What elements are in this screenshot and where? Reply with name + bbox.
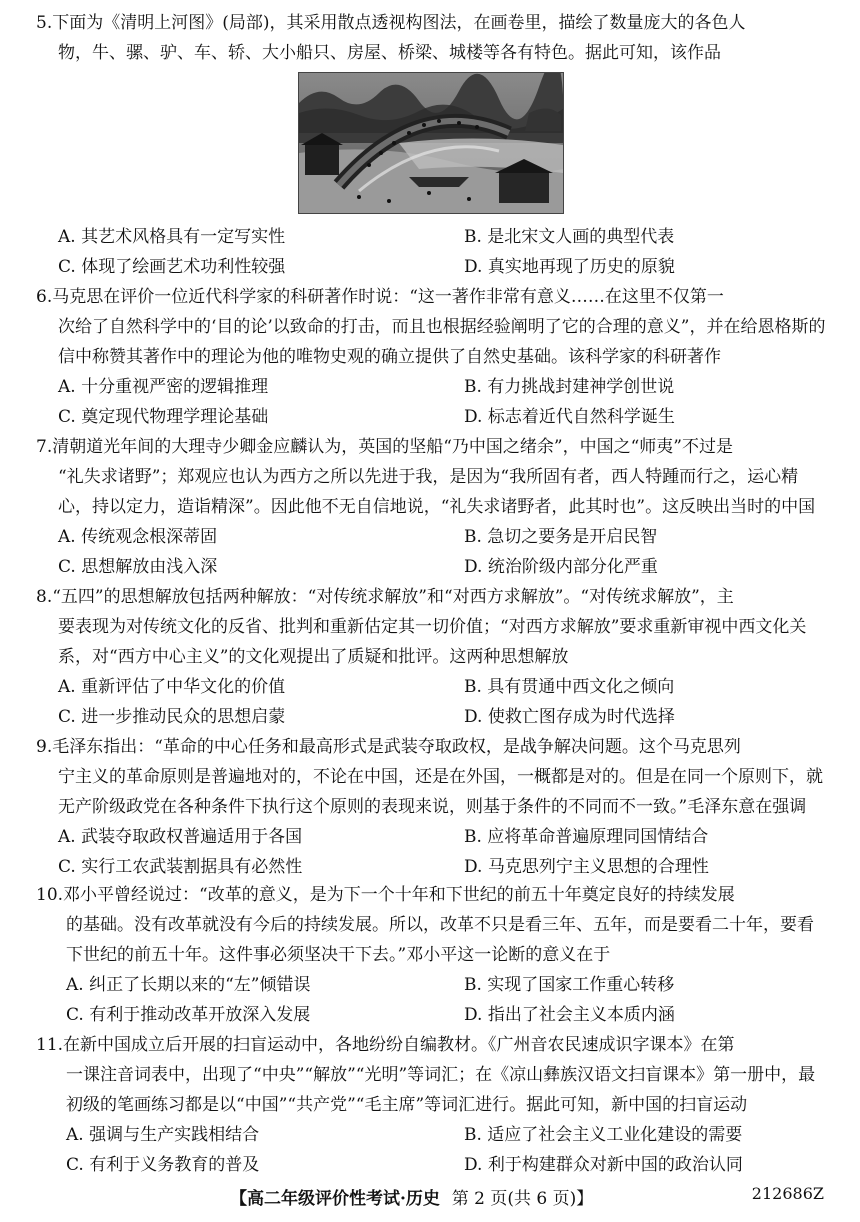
stem-line: “五四”的思想解放包括两种解放：“对传统求解放”和“对西方求解放”。“对传统求解放”，主 — [52, 587, 734, 607]
question-stem — [36, 432, 826, 522]
option-b[interactable]: B. 适应了社会主义工业化建设的需要 — [464, 1125, 743, 1145]
question-number: 9. — [36, 737, 53, 757]
question-number: 11. — [36, 1035, 64, 1055]
option-c[interactable]: C. 思想解放由浅入深 — [58, 557, 218, 577]
stem-line: 下面为《清明上河图》(局部)，其采用散点透视构图法，在画卷里，描绘了数量庞大的各色人 — [52, 13, 746, 33]
stem-continuation: 的基础。没有改革就没有今后的持续发展。所以，改革不只是看三年、五年，而是要看二十年，要看下世纪的前五十年。这件事必须坚决干下去。”邓小平这一论断的意义在于 — [66, 915, 814, 965]
question-6 — [36, 282, 826, 432]
stem-line: 邓小平曾经说过：“改革的意义，是为下一个十年和下世纪的前五十年奠定良好的持续发展 — [63, 885, 735, 905]
option-b[interactable]: B. 具有贯通中西文化之倾向 — [464, 677, 675, 697]
footer-title — [230, 1184, 593, 1209]
option-c[interactable]: C. 奠定现代物理学理论基础 — [58, 407, 269, 427]
option-b[interactable]: B. 急切之要务是开启民智 — [464, 527, 658, 547]
question-number: 8. — [36, 587, 53, 607]
question-number: 7. — [36, 437, 53, 457]
stem-continuation: 物，牛、骡、驴、车、轿、大小船只、房屋、桥梁、城楼等各有特色。据此可知，该作品 — [58, 43, 721, 63]
option-a[interactable]: A. 纠正了长期以来的“左”倾错误 — [66, 975, 311, 995]
stem-continuation: “礼失求诸野”；郑观应也认为西方之所以先进于我，是因为“我所固有者，西人特踵而行之，运心精心，持以定力，造诣精深”。因此他不无自信地说，“礼失求诸野者，此其时也”。这反映出当时的中国 — [58, 467, 816, 517]
option-d[interactable]: D. 统治阶级内部分化严重 — [464, 557, 658, 577]
exam-code: 212686Z — [751, 1184, 824, 1203]
option-c[interactable]: C. 实行工农武装割据具有必然性 — [58, 857, 303, 877]
option-d[interactable]: D. 指出了社会主义本质内涵 — [464, 1005, 675, 1025]
question-stem — [36, 1030, 826, 1120]
option-d[interactable]: D. 标志着近代自然科学诞生 — [464, 407, 675, 427]
option-b[interactable]: B. 是北宋文人画的典型代表 — [464, 227, 675, 247]
question-8 — [36, 582, 826, 732]
option-a[interactable]: A. 强调与生产实践相结合 — [66, 1125, 260, 1145]
option-d[interactable]: D. 使救亡图存成为时代选择 — [464, 707, 675, 727]
question-10 — [36, 880, 826, 1030]
stem-continuation: 一课注音词表中，出现了“中央”“解放”“光明”等词汇；在《凉山彝族汉语文扫盲课本》第一册中，最初级的笔画练习都是以“中国”“共产党”“毛主席”等词汇进行。据此可知，新中国的扫盲运动 — [66, 1065, 816, 1115]
question-stem — [36, 732, 826, 822]
option-d[interactable]: D. 马克思列宁主义思想的合理性 — [464, 857, 709, 877]
question-stem — [36, 282, 826, 372]
question-number: 5. — [36, 13, 53, 33]
question-11 — [36, 1030, 826, 1180]
option-b[interactable]: B. 实现了国家工作重心转移 — [464, 975, 675, 995]
option-c[interactable]: C. 体现了绘画艺术功利性较强 — [58, 257, 286, 277]
option-d[interactable]: D. 真实地再现了历史的原貌 — [464, 257, 675, 277]
question-stem — [36, 8, 826, 68]
option-a[interactable]: A. 十分重视严密的逻辑推理 — [58, 377, 269, 397]
option-b[interactable]: B. 有力挑战封建神学创世说 — [464, 377, 675, 397]
stem-continuation: 宁主义的革命原则是普遍地对的，不论在中国，还是在外国，一概都是对的。但是在同一个原则下，就无产阶级政党在各种条件下执行这个原则的表现来说，则基于条件的不同而不一致。”毛泽东意在强调 — [58, 767, 823, 817]
option-a[interactable]: A. 重新评估了中华文化的价值 — [58, 677, 286, 697]
stem-line: 在新中国成立后开展的扫盲运动中，各地纷纷自编教材。《广州音农民速成识字课本》在第 — [63, 1035, 735, 1055]
option-c[interactable]: C. 进一步推动民众的思想启蒙 — [58, 707, 286, 727]
page-footer — [0, 1184, 860, 1214]
stem-line: 马克思在评价一位近代科学家的科研著作时说：“这一著作非常有意义……在这里不仅第一 — [52, 287, 724, 307]
qingming-painting-image — [298, 72, 564, 214]
question-7 — [36, 432, 826, 582]
option-d[interactable]: D. 利于构建群众对新中国的政治认同 — [464, 1155, 743, 1175]
stem-line: 清朝道光年间的大理寺少卿金应麟认为，英国的坚船“乃中国之绪余”，中国之“师夷”不过是 — [52, 437, 733, 457]
question-9 — [36, 732, 826, 882]
stem-line: 毛泽东指出：“革命的中心任务和最高形式是武装夺取政权，是战争解决问题。这个马克思列 — [52, 737, 741, 757]
option-a[interactable]: A. 其艺术风格具有一定写实性 — [58, 227, 286, 247]
question-stem — [36, 582, 826, 672]
question-5 — [36, 8, 826, 68]
exam-title: 【高二年级评价性考试·历史 — [230, 1189, 440, 1209]
option-a[interactable]: A. 武装夺取政权普遍适用于各国 — [58, 827, 303, 847]
question-number: 6. — [36, 287, 53, 307]
question-stem — [36, 880, 826, 970]
option-c[interactable]: C. 有利于推动改革开放深入发展 — [66, 1005, 311, 1025]
question-number: 10. — [36, 885, 64, 905]
option-c[interactable]: C. 有利于义务教育的普及 — [66, 1155, 260, 1175]
stem-continuation: 要表现为对传统文化的反省、批判和重新估定其一切价值；“对西方求解放”要求重新审视中西文化关系，对“西方中心主义”的文化观提出了质疑和批评。这两种思想解放 — [58, 617, 807, 667]
stem-continuation: 次给了自然科学中的‘目的论’以致命的打击，而且也根据经验阐明了它的合理的意义”，并在给恩格斯的信中称赞其著作中的理论为他的唯物史观的确立提供了自然史基础。该科学家的科研著作 — [58, 317, 826, 367]
option-b[interactable]: B. 应将革命普遍原理同国情结合 — [464, 827, 709, 847]
question-5-options — [36, 222, 826, 282]
page-number: 第 2 页(共 6 页)】 — [451, 1189, 594, 1209]
option-a[interactable]: A. 传统观念根深蒂固 — [58, 527, 218, 547]
